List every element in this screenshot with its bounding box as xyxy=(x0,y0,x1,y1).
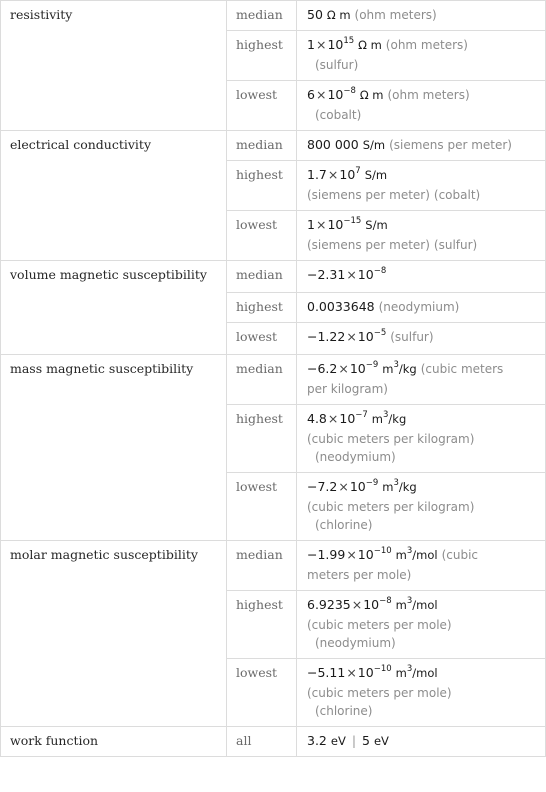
number: 3.2 xyxy=(307,733,327,748)
power-base: 10 xyxy=(357,547,374,562)
unit: eV xyxy=(330,734,346,748)
number: 1 xyxy=(307,37,315,52)
times-symbol: × xyxy=(346,665,357,680)
stat-label: median xyxy=(227,1,297,31)
table-row xyxy=(1,355,546,405)
number: 800 000 xyxy=(307,137,359,152)
power-base: 10 xyxy=(357,329,374,344)
stat-label: highest xyxy=(227,161,297,211)
stat-label: lowest xyxy=(227,81,297,131)
exponent: −10 xyxy=(373,546,392,556)
unit: $m^3/kg$ xyxy=(382,478,417,494)
power-base: 10 xyxy=(357,267,374,282)
stat-label: lowest xyxy=(227,323,297,355)
number: 5 xyxy=(362,733,370,748)
number: 6.9235 xyxy=(307,597,351,612)
stat-label: lowest xyxy=(227,659,297,727)
unit-description: (ohm meters) xyxy=(387,88,470,102)
property-label: volume magnetic susceptibility xyxy=(1,261,227,355)
element-name: (cobalt) xyxy=(433,188,481,202)
element-name: (sulfur) xyxy=(314,58,359,72)
value-cell xyxy=(297,31,546,81)
unit-description-cont: meters per mole) xyxy=(307,568,412,582)
power-base: 10 xyxy=(349,361,366,376)
element-name: (neodymium) xyxy=(314,450,396,464)
number: 4.8 xyxy=(307,411,327,426)
number: 50 xyxy=(307,7,323,22)
table-row xyxy=(1,261,546,293)
stat-label: all xyxy=(227,727,297,757)
property-label: work function xyxy=(1,727,227,757)
power-base: 10 xyxy=(339,411,356,426)
exponent: −8 xyxy=(343,86,356,96)
stat-label: lowest xyxy=(227,473,297,541)
unit-description-cont: per kilogram) xyxy=(307,382,388,396)
exponent: −15 xyxy=(343,216,362,226)
value-cell xyxy=(297,541,546,591)
table-row xyxy=(1,1,546,31)
power-base: 10 xyxy=(327,217,344,232)
value-cell xyxy=(297,473,546,541)
power-base: 10 xyxy=(363,597,380,612)
element-name: (cobalt) xyxy=(314,108,362,122)
unit-description: (ohm meters) xyxy=(354,8,437,22)
unit: $m^3/kg$ xyxy=(371,410,407,426)
unit: Ω m xyxy=(326,8,351,22)
table-row xyxy=(1,131,546,161)
value-cell xyxy=(297,161,546,211)
unit: $m^3$/mol xyxy=(395,664,438,680)
value-cell xyxy=(297,405,546,473)
times-symbol: × xyxy=(346,267,357,282)
power-base: 10 xyxy=(339,167,356,182)
unit-description: (siemens per meter) xyxy=(307,238,430,252)
element-name: (chlorine) xyxy=(314,704,373,718)
unit: Ω m xyxy=(358,38,382,52)
unit: $m^3/kg$ xyxy=(382,360,417,376)
stat-label: median xyxy=(227,131,297,161)
number: 1.7 xyxy=(307,167,327,182)
value-cell xyxy=(297,323,546,355)
power-base: 10 xyxy=(349,479,366,494)
number: 0.0033648 xyxy=(307,299,375,314)
unit-description: (cubic meters per mole) xyxy=(307,686,452,700)
unit: $m^3$/mol xyxy=(395,546,438,562)
element-name: (chlorine) xyxy=(314,518,373,532)
property-label: electrical conductivity xyxy=(1,131,227,261)
times-symbol: × xyxy=(315,37,327,52)
unit-description: (cubic meters xyxy=(420,362,504,376)
property-label: molar magnetic susceptibility xyxy=(1,541,227,727)
stat-label: highest xyxy=(227,591,297,659)
value-cell xyxy=(297,1,546,31)
value-cell xyxy=(297,261,546,293)
unit: S/m xyxy=(362,138,386,152)
separator: | xyxy=(351,733,357,748)
unit: Ω m xyxy=(359,88,384,102)
property-label: mass magnetic susceptibility xyxy=(1,355,227,541)
unit-description: (cubic meters per mole) xyxy=(307,618,452,632)
times-symbol: × xyxy=(338,361,349,376)
times-symbol: × xyxy=(327,411,339,426)
number: −1.99 xyxy=(307,547,346,562)
stat-label: highest xyxy=(227,293,297,323)
times-symbol: × xyxy=(315,87,327,102)
unit-description: (cubic xyxy=(441,548,478,562)
element-name: (sulfur) xyxy=(433,238,478,252)
value-cell xyxy=(297,131,546,161)
unit: eV xyxy=(373,734,389,748)
exponent: 15 xyxy=(343,36,355,46)
number: 1 xyxy=(307,217,315,232)
unit-description: (ohm meters) xyxy=(385,38,468,52)
power-base: 10 xyxy=(327,37,344,52)
property-label: resistivity xyxy=(1,1,227,131)
number: −5.11 xyxy=(307,665,346,680)
times-symbol: × xyxy=(351,597,363,612)
unit: S/m xyxy=(364,168,388,182)
unit-description: (siemens per meter) xyxy=(307,188,430,202)
number: −7.2 xyxy=(307,479,338,494)
number: −2.31 xyxy=(307,267,346,282)
unit-description: (siemens per meter) xyxy=(389,138,512,152)
unit: S/m xyxy=(365,218,388,232)
times-symbol: × xyxy=(346,547,357,562)
number: −1.22 xyxy=(307,329,346,344)
number: 6 xyxy=(307,87,315,102)
unit-description: (cubic meters per kilogram) xyxy=(307,432,475,446)
power-base: 10 xyxy=(357,665,374,680)
unit: $m^3$/mol xyxy=(395,596,438,612)
value-cell xyxy=(297,659,546,727)
stat-label: lowest xyxy=(227,211,297,261)
value-cell xyxy=(297,591,546,659)
exponent: −8 xyxy=(379,596,392,606)
exponent: −9 xyxy=(365,478,379,488)
exponent: −5 xyxy=(373,328,387,338)
stat-label: median xyxy=(227,541,297,591)
table-row xyxy=(1,727,546,757)
value-cell xyxy=(297,81,546,131)
times-symbol: × xyxy=(346,329,357,344)
element-name: (neodymium) xyxy=(314,636,396,650)
power-base: 10 xyxy=(327,87,344,102)
table-row xyxy=(1,541,546,591)
value-cell xyxy=(297,355,546,405)
stat-label: highest xyxy=(227,405,297,473)
value-cell xyxy=(297,293,546,323)
times-symbol: × xyxy=(338,479,349,494)
stat-label: highest xyxy=(227,31,297,81)
value-cell xyxy=(297,211,546,261)
stat-label: median xyxy=(227,355,297,405)
number: −6.2 xyxy=(307,361,338,376)
exponent: −8 xyxy=(373,266,387,276)
value-cell xyxy=(297,727,546,757)
stat-label: median xyxy=(227,261,297,293)
unit-description: (cubic meters per kilogram) xyxy=(307,500,475,514)
exponent: −9 xyxy=(365,360,379,370)
times-symbol: × xyxy=(327,167,339,182)
element-name: (neodymium) xyxy=(378,300,460,314)
times-symbol: × xyxy=(315,217,327,232)
exponent: −7 xyxy=(355,410,368,420)
element-name: (sulfur) xyxy=(390,330,434,344)
exponent: 7 xyxy=(355,166,361,176)
exponent: −10 xyxy=(373,664,392,674)
